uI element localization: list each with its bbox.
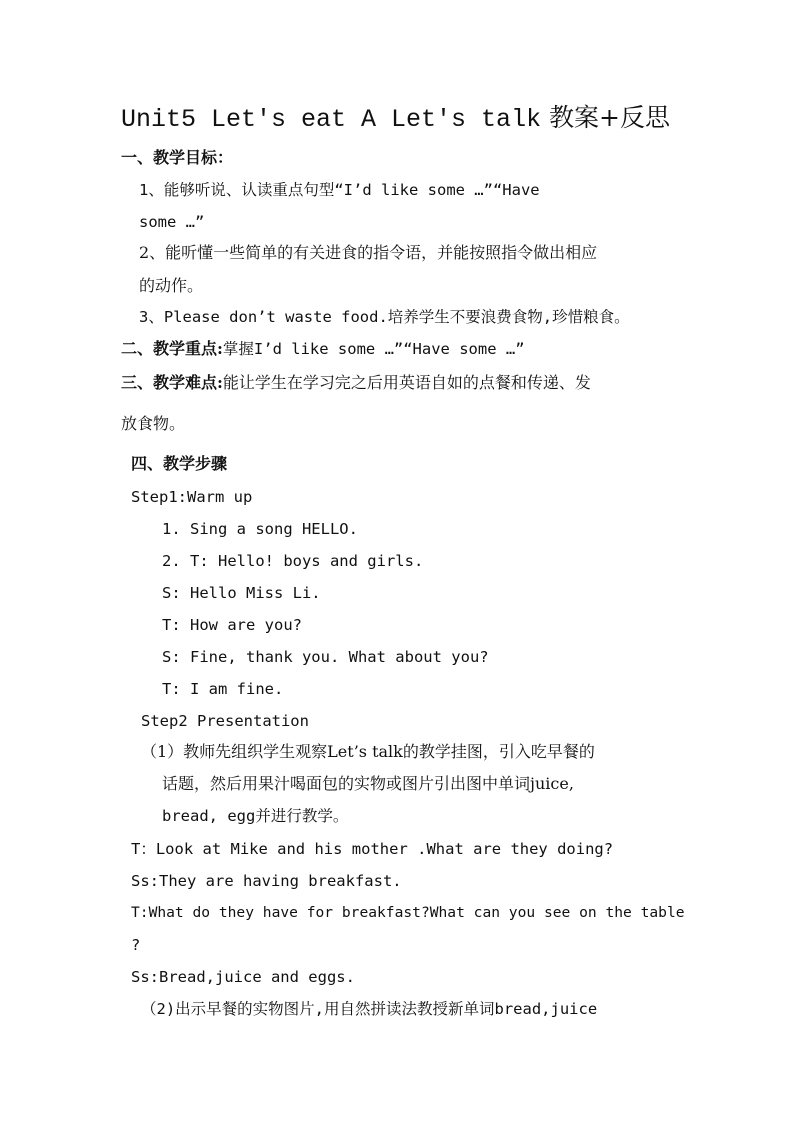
sec3-heading: 三、教学难点: bbox=[121, 373, 223, 392]
step2-label: Step2 Presentation bbox=[141, 712, 309, 730]
sec1-heading: 一、教学目标： bbox=[121, 148, 234, 167]
warmup-line-4: T: How are you? bbox=[162, 616, 302, 634]
title-english: Unit5 Let's eat A Let's talk bbox=[121, 105, 542, 134]
title-chinese: 教案+反思 bbox=[549, 103, 670, 132]
presentation-p1-line1: （1）教师先组织学生观察Let’s talk的教学挂图，引入吃早餐的 bbox=[141, 742, 595, 761]
sec3-row bbox=[121, 373, 591, 393]
goal-1-line2: some …” bbox=[139, 213, 205, 231]
goal-2-line1: 2、能听懂一些简单的有关进食的指令语，并能按照指令做出相应 bbox=[139, 243, 598, 262]
presentation-p1-line2: 话题，然后用果汁喝面包的实物或图片引出图中单词juice, bbox=[162, 774, 574, 793]
goal-3: 3、Please don’t waste food.培养学生不要浪费食物,珍惜粮食。 bbox=[139, 308, 630, 326]
warmup-line-6: T: I am fine. bbox=[162, 680, 284, 698]
dialog-line-2: Ss:They are having breakfast. bbox=[131, 872, 402, 890]
sec4-heading: 四、教学步骤 bbox=[131, 454, 228, 473]
page-title bbox=[121, 102, 670, 136]
dialog-line-5: Ss:Bread,juice and eggs. bbox=[131, 968, 355, 986]
sec2-row bbox=[121, 339, 525, 359]
dialog-line-3: T:What do they have for breakfast?What can you see on the table bbox=[131, 904, 685, 921]
warmup-line-5: S: Fine, thank you. What about you? bbox=[162, 648, 489, 666]
warmup-line-2: 2. T: Hello! boys and girls. bbox=[162, 552, 424, 570]
warmup-line-3: S: Hello Miss Li. bbox=[162, 584, 321, 602]
goal-2-line2: 的动作。 bbox=[139, 276, 204, 295]
sec2-text: 掌握I’d like some …”“Have some …” bbox=[222, 340, 525, 358]
presentation-p1-line3: bread, egg并进行教学。 bbox=[162, 807, 349, 825]
presentation-p2: （2)出示早餐的实物图片,用自然拼读法教授新单词bread,juice bbox=[141, 1000, 598, 1018]
sec3-line1: 能让学生在学习完之后用英语自如的点餐和传递、发 bbox=[222, 373, 591, 392]
dialog-line-4: ? bbox=[131, 936, 141, 954]
dialog-line-1: T：Look at Mike and his mother .What are they doing? bbox=[131, 840, 614, 858]
sec2-heading: 二、教学重点: bbox=[121, 339, 223, 358]
step1-label: Step1:Warm up bbox=[131, 488, 253, 506]
warmup-line-1: 1. Sing a song HELLO. bbox=[162, 520, 358, 538]
sec3-line2: 放食物。 bbox=[121, 414, 186, 433]
goal-1-line1: 1、能够听说、认读重点句型“I’d like some …”“Have bbox=[139, 181, 540, 199]
